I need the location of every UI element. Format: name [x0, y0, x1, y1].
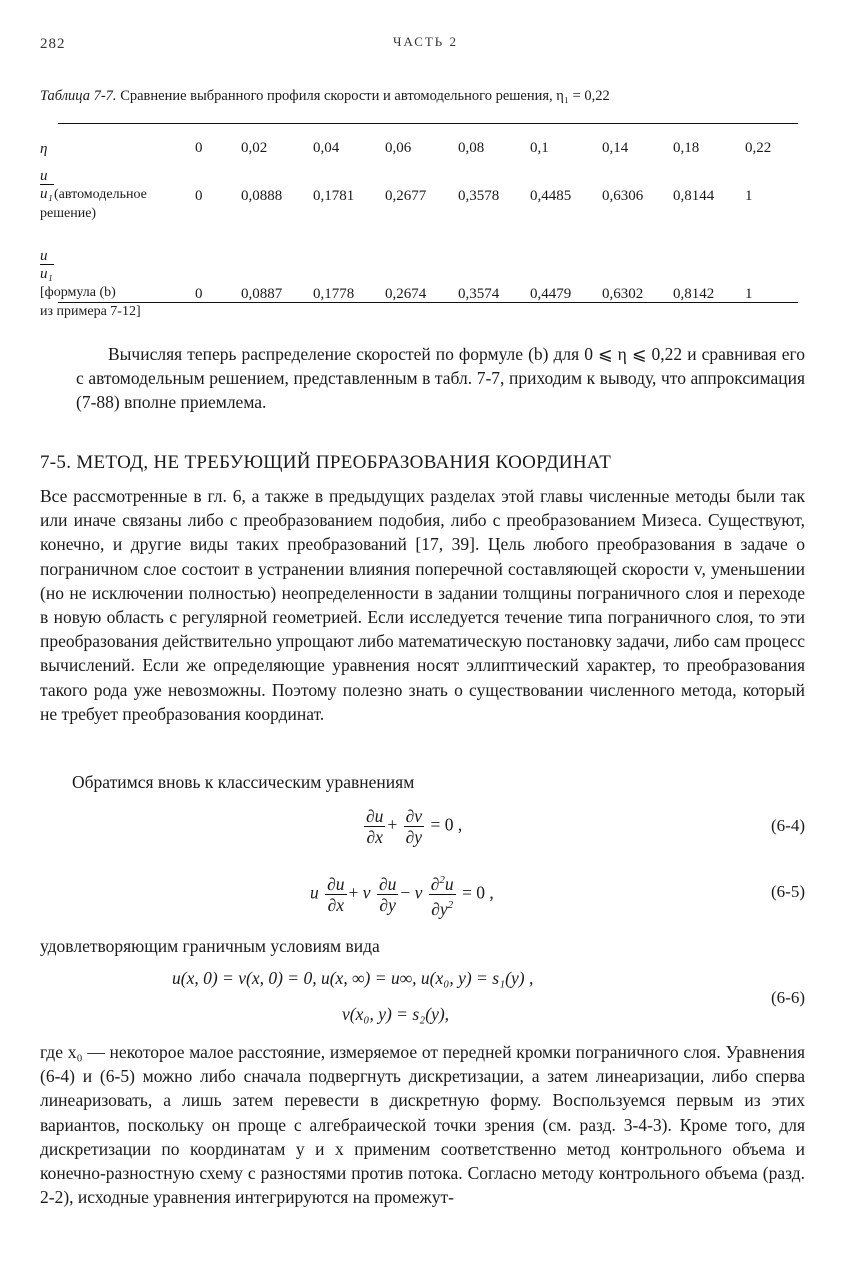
table-cell: 0,1781: [313, 188, 355, 204]
equation-momentum: u $\frac{\partial u}{\partial x}$ + v $\frac{\partial u}{\partial y}$ − ν $\frac{\partial^2u}{\partial y^2}$ = 0 ,: [310, 870, 494, 919]
table-cell: 0,2674: [385, 286, 427, 302]
table-row: [40, 168, 785, 248]
table-cell: 0: [195, 188, 203, 204]
table-caption: [40, 88, 800, 105]
row-label-formula: $\frac{u}{\text{u₁}}$ [формула (b) из примера 7-12]: [40, 248, 141, 319]
table-cell: 1: [745, 188, 753, 204]
table-row: [40, 248, 785, 328]
table-cell: 0,22: [745, 140, 772, 156]
table-cell: 0: [195, 286, 203, 302]
page-number: 282: [40, 36, 66, 52]
paragraph-bc-lead: удовлетворяющим граничным условиям вида: [40, 936, 380, 956]
table-cell: 0,1: [530, 140, 549, 156]
row-label-similarity: $\frac{u}{\text{u₁}}(автомодельное$ решение): [40, 168, 147, 221]
ratio-fraction: $\frac{u}{\text{u₁}}$: [40, 248, 53, 282]
row-label-eta: η: [40, 141, 48, 157]
boundary-conditions-line1: u(x, 0) = v(x, 0) = 0, u(x, ∞) = u∞, u(x₀, y) = s₁(y) ,: [172, 968, 534, 988]
equation-number: (6-4): [771, 816, 805, 835]
table-cell: 0,3578: [458, 188, 500, 204]
boundary-conditions-line2: v(x₀, y) = s₂(y),: [342, 1004, 450, 1024]
table-cell: 0,4485: [530, 188, 572, 204]
equation-number: (6-6): [771, 988, 805, 1007]
table-cell: 1: [745, 286, 753, 302]
equation-continuity: $\frac{\partial u}{\partial x}$ + $\frac{\partial v}{\partial y}$ = 0 ,: [366, 806, 463, 847]
table-cell: 0,8144: [673, 188, 715, 204]
section-heading: 7-5. МЕТОД, НЕ ТРЕБУЮЩИЙ ПРЕОБРАЗОВАНИЯ КООРДИНАТ: [40, 452, 612, 473]
table-bottom-rule: [58, 302, 798, 303]
table-cell: 0,0887: [241, 286, 283, 302]
table-cell: 0,6302: [602, 286, 644, 302]
table-cell: 0,14: [602, 140, 629, 156]
table-cell: 0,08: [458, 140, 485, 156]
ratio-fraction: $\frac{u}{\text{u₁}}$: [40, 168, 53, 202]
paragraph-conclusion: Вычисляя теперь распределение скоростей по формуле (b) для 0 ⩽ η ⩽ 0,22 и сравнивая его с автомодельным решением, представленным в табл. 7-7, приходим к выводу, что аппроксимация (7-88) вполне приемлема.: [76, 344, 805, 413]
table-cell: 0,8142: [673, 286, 715, 302]
table-cell: 0,02: [241, 140, 268, 156]
table-top-rule: [58, 123, 798, 124]
paragraph-equations-lead: Обратимся вновь к классическим уравнениям: [72, 772, 415, 792]
paragraph-intro: Все рассмотренные в гл. 6, а также в предыдущих разделах этой главы численные методы были так или иначе связаны либо с преобразованием подобия, либо с преобразованием Мизеса. Существуют, конечно, и другие виды таких преобразований [17, 39]. Цель любого преобразования в задаче о пограничном слое состоит в устранении влияния поперечной составляющей скорости v, уменьшении (но не исключении полностью) неопределенности в задании толщины пограничного слоя и переходе в новую область с регулярной геометрией. Если исследуется течение типа пограничного слоя, то эти преобразования действительно упрощают либо математическую постановку задачи, либо сам процесс вычислений. Если же определяющие уравнения носят эллиптический характер, то преобразования такого рода уже невозможны. Поэтому полезно знать о существовании численного метода, который не требует преобразования координат.: [40, 486, 805, 724]
paragraph-discretization: где x₀ — некоторое малое расстояние, измеряемое от передней кромки пограничного слоя. Уравнения (6-4) и (6-5) можно либо сначала подвергнуть дискретизации, а затем линеаризации, либо сперва линеаризовать, а лишь затем перевести в дискретную форму. Воспользуемся первым из этих вариантов, поскольку он проще с алгебраической точки зрения (см. разд. 3-4-3). Кроме того, для дискретизации по координатам y и x применим соответственно метод контрольного объема и конечно-разностную схему с разностями против потока. Согласно методу контрольного объема (разд. 2-2), исходные уравнения интегрируются на промежут-: [40, 1042, 805, 1208]
table-cell: 0,1778: [313, 286, 355, 302]
table-cell: 0,04: [313, 140, 340, 156]
comparison-table: [40, 132, 785, 328]
table-cell: 0,0888: [241, 188, 283, 204]
table-caption-text: Сравнение выбранного профиля скорости и автомодельного решения, η₁ = 0,22: [120, 88, 610, 104]
table-cell: 0,2677: [385, 188, 427, 204]
table-cell: 0,06: [385, 140, 412, 156]
table-cell: 0: [195, 140, 203, 156]
table-cell: 0,6306: [602, 188, 644, 204]
table-cell: 0,3574: [458, 286, 500, 302]
table-cell: 0,18: [673, 140, 700, 156]
table-row: [40, 132, 785, 168]
table-cell: 0,4479: [530, 286, 572, 302]
table-caption-label: Таблица 7-7.: [40, 88, 117, 104]
running-title: ЧАСТЬ 2: [393, 34, 459, 49]
equation-number: (6-5): [771, 882, 805, 901]
